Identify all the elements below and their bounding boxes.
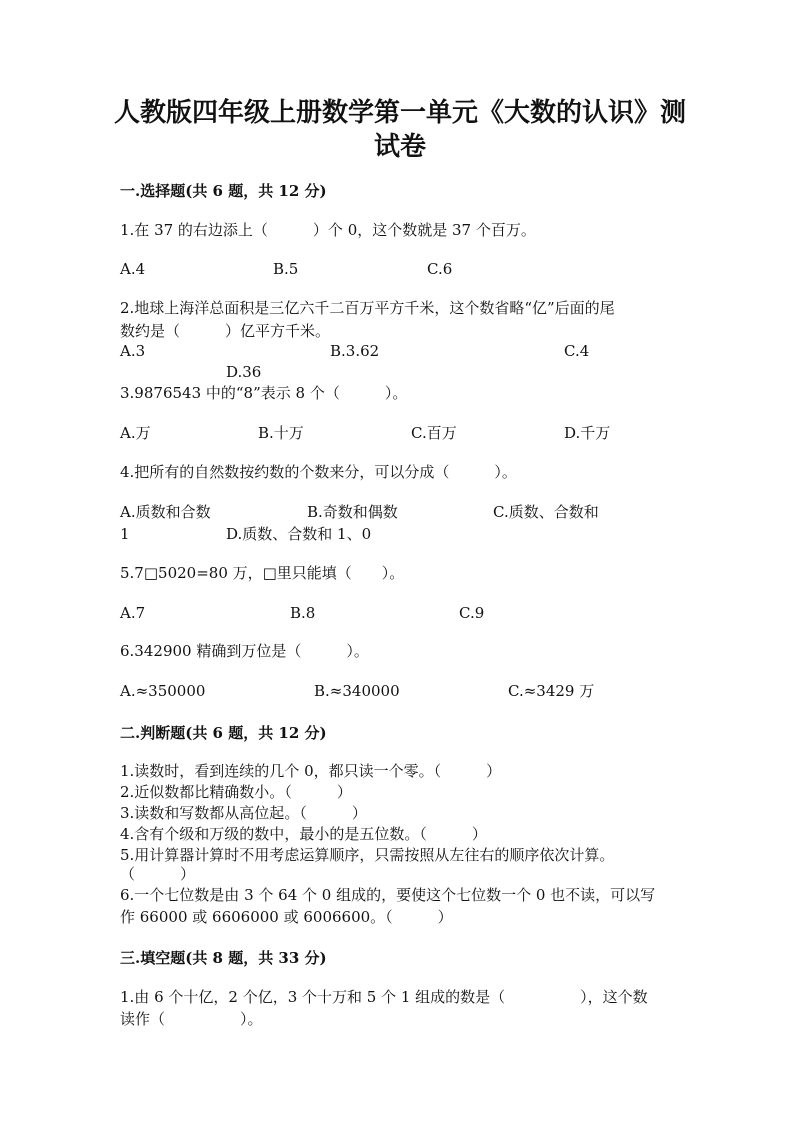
section-heading-judgement: 二.判断题(共 6 题，共 12 分) <box>120 724 327 742</box>
q2-option-b: B.3.62 <box>330 342 380 360</box>
question-5-text: 5.7□5020=80 万，□里只能填（ ）。 <box>120 564 405 582</box>
judgement-item: 5.用计算器计算时不用考虑运算顺序，只需按照从左往右的顺序依次计算。 <box>120 846 615 864</box>
page-title: 人教版四年级上册数学第一单元《大数的认识》测 <box>113 98 686 128</box>
question-2-text-cont: 数约是（ ）亿平方千米。 <box>120 322 331 340</box>
q6-option-a: A.≈350000 <box>120 682 206 700</box>
q6-option-b: B.≈340000 <box>314 682 400 700</box>
q2-option-a: A.3 <box>120 342 146 360</box>
q1-option-b: B.5 <box>273 260 299 278</box>
q1-option-a: A.4 <box>120 260 146 278</box>
q2-option-c: C.4 <box>564 342 590 360</box>
question-1-text: 1.在 37 的右边添上（ ）个 0，这个数就是 37 个百万。 <box>120 221 536 239</box>
judgement-item: 1.读数时，看到连续的几个 0，都只读一个零。（ ） <box>120 762 502 780</box>
q4-option-a: A.质数和合数 <box>120 503 211 521</box>
section-heading-choice: 一.选择题(共 6 题，共 12 分) <box>120 182 327 200</box>
q5-option-a: A.7 <box>120 604 146 622</box>
q6-option-c: C.≈3429 万 <box>508 682 595 700</box>
judgement-item-cont: 作 66000 或 6606000 或 6006600。（ ） <box>120 908 453 926</box>
q4-option-b: B.奇数和偶数 <box>307 503 398 521</box>
q2-option-d: D.36 <box>226 363 262 381</box>
fill-question-1-text: 1.由 6 个十亿，2 个亿，3 个十万和 5 个 1 组成的数是（ ），这个数 <box>120 988 648 1006</box>
question-6-text: 6.342900 精确到万位是（ ）。 <box>120 642 369 660</box>
q3-option-b: B.十万 <box>258 424 304 442</box>
question-4-text: 4.把所有的自然数按约数的个数来分，可以分成（ ）。 <box>120 463 517 481</box>
judgement-item-cont: （ ） <box>120 865 196 883</box>
judgement-item: 3.读数和写数都从高位起。（ ） <box>120 804 367 822</box>
q4-option-c: C.质数、合数和 <box>493 503 599 521</box>
q3-option-d: D.千万 <box>564 424 611 442</box>
q4-option-d: D.质数、合数和 1、0 <box>226 525 372 543</box>
judgement-item: 2.近似数都比精确数小。（ ） <box>120 783 352 801</box>
q3-option-c: C.百万 <box>411 424 457 442</box>
section-heading-fill-blank: 三.填空题(共 8 题，共 33 分) <box>120 949 327 967</box>
judgement-item: 4.含有个级和万级的数中，最小的是五位数。（ ） <box>120 825 487 843</box>
q5-option-b: B.8 <box>290 604 316 622</box>
question-3-text: 3.9876543 中的“8”表示 8 个（ ）。 <box>120 384 408 402</box>
q1-option-c: C.6 <box>427 260 453 278</box>
page-title-continued: 试卷 <box>373 132 426 162</box>
question-2-text: 2.地球上海洋总面积是三亿六千二百万平方千米，这个数省略“亿”后面的尾 <box>120 299 615 317</box>
q4-option-c-cont: 1 <box>120 525 130 543</box>
q5-option-c: C.9 <box>459 604 485 622</box>
fill-question-1-text-cont: 读作（ ）。 <box>120 1010 263 1028</box>
judgement-item: 6.一个七位数是由 3 个 64 个 0 组成的，要使这个七位数一个 0 也不读，可以写 <box>120 886 656 904</box>
q3-option-a: A.万 <box>120 424 151 442</box>
